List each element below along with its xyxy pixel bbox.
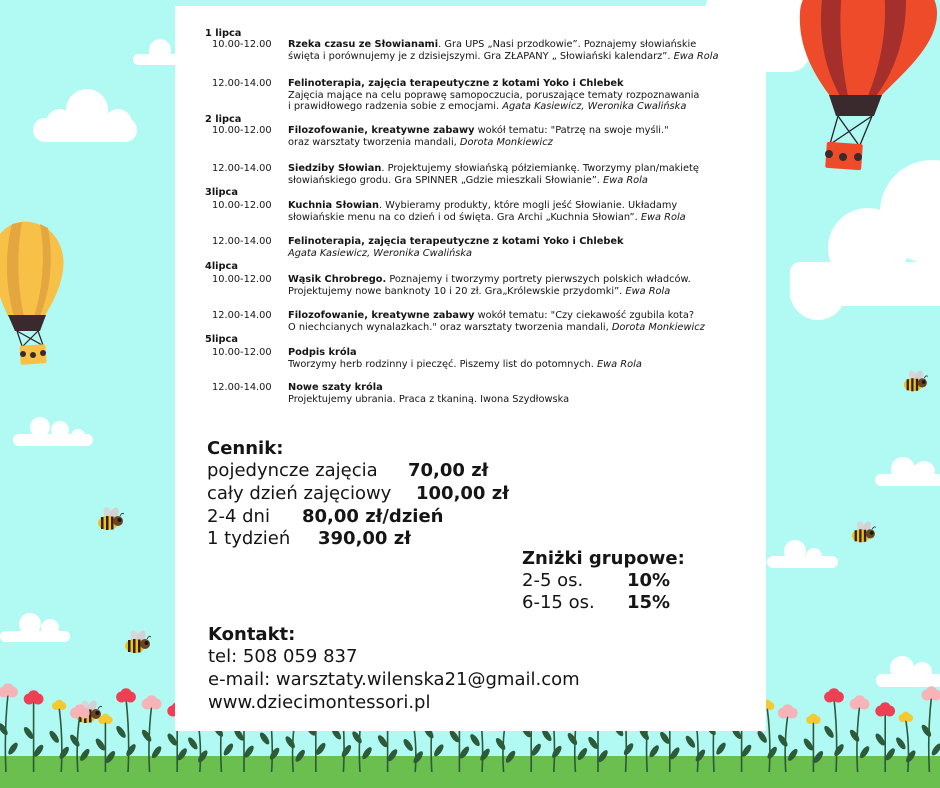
day-label: 4lipca: [205, 261, 238, 272]
description-line: [288, 248, 624, 260]
instructor-name: Dorota Monkiewicz: [459, 136, 553, 148]
contact-website: www.dziecimontessori.pl: [208, 692, 431, 713]
description-line: [288, 394, 569, 406]
session-time: 12.00-14.00: [212, 310, 272, 321]
session-title: Felinoterapia, zajęcia terapeutyczne z kotami Yoko i Chlebek: [288, 78, 624, 89]
price-label: cały dzień zajęciowy: [207, 483, 392, 504]
session-row: [0, 382, 766, 422]
session-description: [288, 125, 669, 148]
description-line: [288, 382, 569, 394]
session-time: 10.00-12.00: [212, 274, 272, 285]
instructor-name: Dorota Monkiewicz: [611, 321, 705, 333]
session-description: [288, 310, 705, 333]
description-line: [288, 322, 705, 334]
instructor-name: Ewa Rola: [596, 358, 642, 370]
session-title: Felinoterapia, zajęcia terapeutyczne z kotami Yoko i Chlebek: [288, 236, 624, 247]
price-label: 2-4 dni: [207, 506, 270, 527]
description-text: Projektujemy ubrania. Praca z tkaniną. Iwona Szydłowska: [288, 393, 570, 405]
description-line: [288, 212, 686, 224]
session-time: 10.00-12.00: [212, 39, 272, 50]
description-line: [288, 78, 699, 90]
description-line: [288, 51, 718, 63]
instructor-name: Ewa Rola: [673, 50, 719, 62]
session-time: 12.00-14.00: [212, 78, 272, 89]
session-description: [288, 347, 642, 370]
description-text: . Projektujemy słowiańską półziemiankę. Tworzymy plan/makietę: [381, 163, 699, 174]
price-value: 70,00 zł: [408, 460, 489, 481]
description-line: [288, 101, 699, 113]
instructor-name: Agata Kasiewicz, Weronika Cwalińska: [502, 101, 687, 112]
session-title: Wąsik Chrobrego.: [288, 274, 387, 285]
session-description: [288, 200, 686, 223]
description-text: oraz warsztaty tworzenia mandali,: [288, 136, 460, 148]
description-text: . Gra UPS „Nasi przodkowie”. Poznajemy słowiańskie: [438, 39, 697, 50]
description-text: święta i porównujemy je z dzisiejszymi. Gra ZŁAPANY „ Słowiański kalendarz”.: [288, 50, 674, 62]
discount-label: 2-5 os.: [522, 570, 584, 591]
description-text: Zajęcia mające na celu poprawę samopoczucia, poruszające tematy rozpoznawania: [288, 89, 700, 101]
day-label: 2 lipca: [205, 114, 242, 125]
session-title: Filozofowanie, kreatywne zabawy: [288, 125, 475, 136]
description-text: i prawidłowego radzenia sobie z emocjami.: [288, 101, 503, 112]
session-description: [288, 382, 569, 405]
session-description: [288, 78, 699, 113]
session-time: 10.00-12.00: [212, 125, 272, 136]
instructor-name: Ewa Rola: [625, 285, 671, 297]
description-text: Poznajemy i tworzymy portrety pierwszych polskich władców.: [386, 274, 691, 285]
day-label: 5lipca: [205, 334, 238, 345]
instructor-name: Ewa Rola: [640, 211, 686, 223]
price-label: 1 tydzień: [207, 528, 291, 549]
session-description: [288, 274, 691, 297]
contact-email: e-mail: warsztaty.wilenska21@gmail.com: [208, 669, 580, 690]
session-title: Kuchnia Słowian: [288, 200, 379, 211]
session-row: [0, 78, 766, 118]
description-line: [288, 200, 686, 212]
description-line: [288, 274, 691, 286]
description-text: słowiańskiego grodu. Gra SPINNER „Gdzie mieszkali Słowianie”.: [288, 174, 604, 186]
price-label: pojedyncze zajęcia: [207, 460, 378, 481]
session-time: 10.00-12.00: [212, 347, 272, 358]
contact-title: Kontakt:: [208, 624, 296, 645]
session-title: Filozofowanie, kreatywne zabawy: [288, 310, 475, 321]
description-text: Projektujemy nowe banknoty 10 i 20 zł. Gra„Królewskie przydomki”.: [288, 285, 626, 297]
session-row: [0, 163, 766, 203]
description-line: [288, 175, 699, 187]
discount-label: 6-15 os.: [522, 592, 595, 613]
description-text: Tworzymy herb rodzinny i pieczęć. Piszemy list do potomnych.: [288, 358, 597, 370]
session-time: 12.00-14.00: [212, 236, 272, 247]
price-value: 390,00 zł: [318, 528, 411, 549]
session-time: 12.00-14.00: [212, 163, 272, 174]
price-value: 80,00 zł/dzień: [302, 506, 444, 527]
description-text: słowiańskie menu na co dzień i od święta. Gra Archi „Kuchnia Słowian”.: [288, 211, 641, 223]
description-line: [288, 236, 624, 248]
instructor-name: Agata Kasiewicz, Weronika Cwalińska: [288, 247, 473, 259]
session-description: [288, 163, 699, 186]
session-row: [0, 274, 766, 314]
description-line: [288, 347, 642, 359]
description-text: wokół tematu: "Czy ciekawość zgubila kota?: [474, 310, 695, 321]
day-label: 1 lipca: [205, 28, 242, 39]
description-line: [288, 90, 699, 102]
discount-value: 10%: [627, 570, 671, 591]
session-row: [0, 310, 766, 350]
description-text: . Wybieramy produkty, które mogli jeść Słowianie. Układamy: [378, 200, 678, 211]
description-line: [288, 163, 699, 175]
session-time: 10.00-12.00: [212, 200, 272, 211]
session-title: Rzeka czasu ze Słowianami: [288, 39, 439, 50]
description-line: [288, 286, 691, 298]
description-line: [288, 125, 669, 137]
description-line: [288, 39, 718, 51]
description-line: [288, 310, 705, 322]
session-row: [0, 200, 766, 240]
session-row: [0, 347, 766, 387]
session-row: [0, 39, 766, 79]
session-description: [288, 236, 624, 259]
description-text: wokół tematu: "Patrzę na swoje myśli.": [474, 125, 669, 136]
session-title: Nowe szaty króla: [288, 382, 383, 393]
session-title: Podpis króla: [288, 347, 357, 358]
discount-value: 15%: [627, 592, 671, 613]
contact-phone: tel: 508 059 837: [208, 646, 358, 667]
session-title: Siedziby Słowian: [288, 163, 382, 174]
description-text: O niechcianych wynalazkach." oraz warsztaty tworzenia mandali,: [288, 321, 612, 333]
discounts-title: Zniżki grupowe:: [522, 548, 685, 569]
day-label: 3lipca: [205, 187, 238, 198]
description-line: [288, 137, 669, 149]
session-row: [0, 236, 766, 276]
session-row: [0, 125, 766, 165]
session-time: 12.00-14.00: [212, 382, 272, 393]
description-line: [288, 359, 642, 371]
session-description: [288, 39, 718, 62]
instructor-name: Ewa Rola: [603, 174, 648, 186]
pricing-title: Cennik:: [207, 438, 284, 459]
price-value: 100,00 zł: [416, 483, 509, 504]
